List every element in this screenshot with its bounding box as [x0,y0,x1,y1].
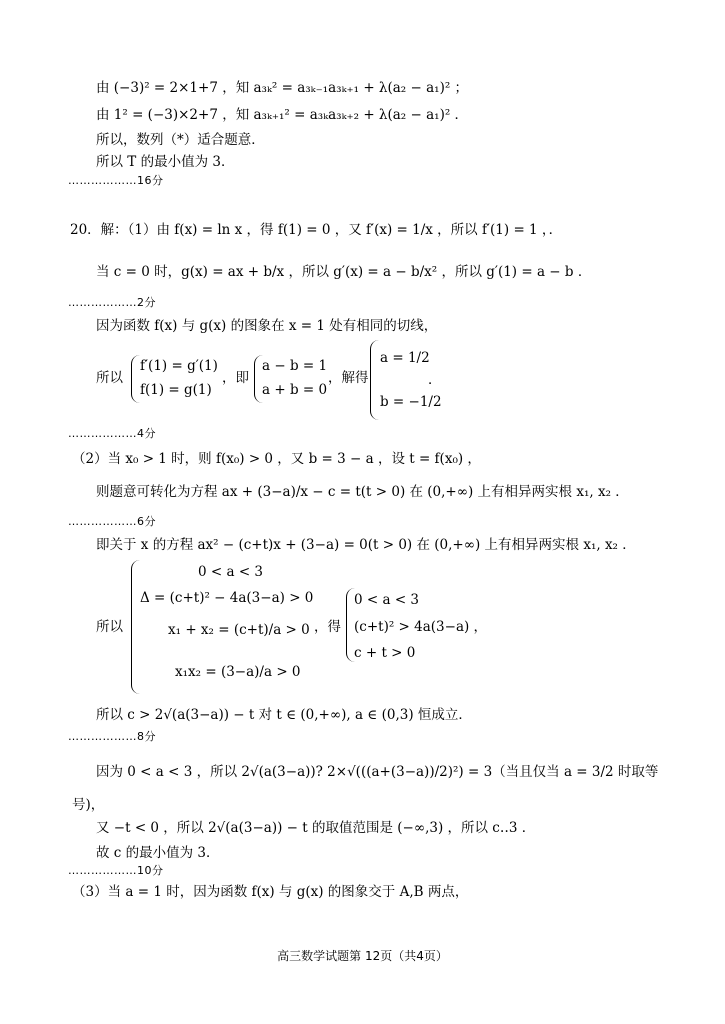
equation: a = 1/2 [380,350,430,366]
score-marker: ………………10分 [68,864,164,877]
text-line: 因为 0 < a < 3 ，所以 2√(a(3−a))? 2×√(((a+(3−a))/2)²) = 3（当且仅当 a = 3/2 时取等 [96,764,659,780]
equation: (c+t)² > 4a(3−a) ， [354,619,488,635]
text-line: 故 c 的最小值为 3． [96,845,220,861]
text-fragment: ，解得 [328,370,369,386]
equation: 0 < a < 3 [354,592,420,608]
brace [131,355,140,403]
text-line: 所以 [96,370,123,386]
equation: a − b = 1 [262,358,328,374]
text-line: （2）当 x₀ > 1 时，则 f(x₀) > 0 ，又 b = 3 − a ，设 t = f(x₀) ， [72,451,481,467]
text-line: 即关于 x 的方程 ax² − (c+t)x + (3−a) = 0(t > 0) 在 (0,+∞) 上有相异两实根 x₁, x₂ ． [96,537,636,553]
score-marker: ………………6分 [68,515,156,528]
brace [370,340,379,420]
equation: Δ = (c+t)² − 4a(3−a) > 0 [140,590,314,606]
text-fragment: ，即 [222,370,249,386]
equation: c + t > 0 [354,645,416,661]
page-footer: 高三数学试题第 12页（共4页） [277,949,448,963]
score-marker: ………………4分 [68,427,156,440]
score-marker: ………………2分 [68,296,156,309]
brace [131,560,140,694]
equation: a + b = 0 [262,382,328,398]
text-line: （3）当 a = 1 时，因为函数 f(x) 与 g(x) 的图象交于 A,B 两点， [72,884,469,900]
text-fragment: ，得 [314,619,341,635]
text-line: 又 −t < 0 ，所以 2√(a(3−a)) − t 的取值范围是 (−∞,3) ，所以 c‥3 ． [96,820,536,836]
equation: x₁x₂ = (3−a)/a > 0 [175,664,301,680]
text-line: 所以，数列（*）适合题意． [96,132,265,148]
text-line: 则题意可转化为方程 ax + (3−a)/x − c = t(t > 0) 在 (0,+∞) 上有相异两实根 x₁, x₂ ． [96,484,629,500]
score-marker: ………………16分 [68,174,164,187]
text-line: 因为函数 f(x) 与 g(x) 的图象在 x = 1 处有相同的切线， [96,318,438,334]
equation: f′(1) = g′(1) [140,358,218,374]
equation: f(1) = g(1) [140,382,212,398]
text-line: 所以 c > 2√(a(3−a)) − t 对 t ∈ (0,+∞), a ∈ (0,3) 恒成立． [96,707,472,723]
text-line: 所以 [96,619,123,635]
score-marker: ………………8分 [68,730,156,743]
equation: 0 < a < 3 [198,564,264,580]
text-line: 号)， [72,797,105,813]
equation: b = −1/2 [380,394,442,410]
equation: x₁ + x₂ = (c+t)/a > 0 [168,622,310,638]
text-line: 由 (−3)² = 2×1+7 ，知 a₃ₖ² = a₃ₖ₋₁a₃ₖ₊₁ + λ(a₂ − a₁)² ； [96,80,469,96]
text-line: 由 1² = (−3)×2+7 ，知 a₃ₖ₊₁² = a₃ₖa₃ₖ₊₂ + λ(a₂ − a₁)² ． [96,107,469,123]
text-line: 所以 T 的最小值为 3． [96,154,235,170]
text-line: 当 c = 0 时，g(x) = ax + b/x ，所以 g′(x) = a − b/x² ，所以 g′(1) = a − b ． [96,264,592,280]
text-fragment: ． [428,372,442,388]
problem-20-heading-line: 20．解：（1）由 f(x) = ln x ，得 f(1) = 0 ，又 f′(x) = 1/x ，所以 f′(1) = 1 ，． [70,222,563,238]
